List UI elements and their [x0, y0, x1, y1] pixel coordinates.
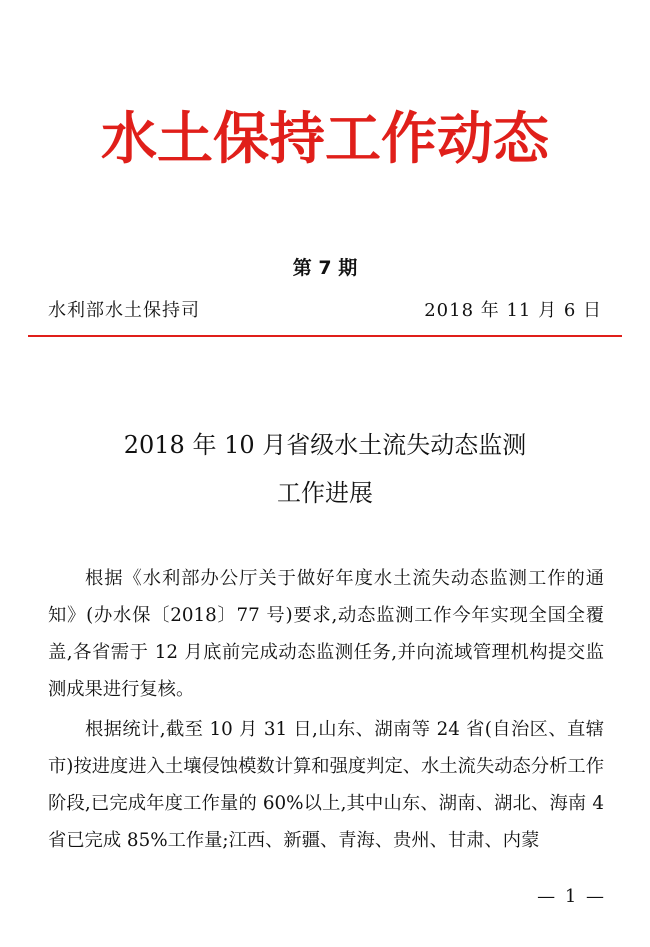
- article-body: [48, 560, 604, 862]
- issuer: 水利部水土保持司: [48, 300, 200, 321]
- paragraph: 根据《水利部办公厅关于做好年度水土流失动态监测工作的通知》(办水保〔2018〕77 号)要求,动态监测工作今年实现全国全覆盖,各省需于 12 月底前完成动态监测任务,并向流域管理机构提交监测成果进行复核。: [48, 568, 604, 700]
- article-title: [0, 421, 650, 517]
- article-title-line-2: 工作进展: [277, 479, 373, 507]
- paragraph: 根据统计,截至 10 月 31 日,山东、湖南等 24 省(自治区、直辖市)按进度进入土壤侵蚀模数计算和强度判定、水土流失动态分析工作阶段,已完成年度工作量的 60%以上,其中山东、湖南、湖北、海南 4 省已完成 85%工作量;江西、新疆、青海、贵州、甘肃、内蒙: [48, 719, 604, 851]
- page-number: — 1 —: [537, 886, 606, 907]
- red-divider: [28, 335, 622, 337]
- masthead-title: 水土保持工作动态: [101, 107, 549, 172]
- issue-number: 第 7 期: [292, 257, 358, 279]
- issue-date: 2018 年 11 月 6 日: [424, 300, 602, 321]
- article-title-line-1: 2018 年 10 月省级水土流失动态监测: [123, 431, 527, 459]
